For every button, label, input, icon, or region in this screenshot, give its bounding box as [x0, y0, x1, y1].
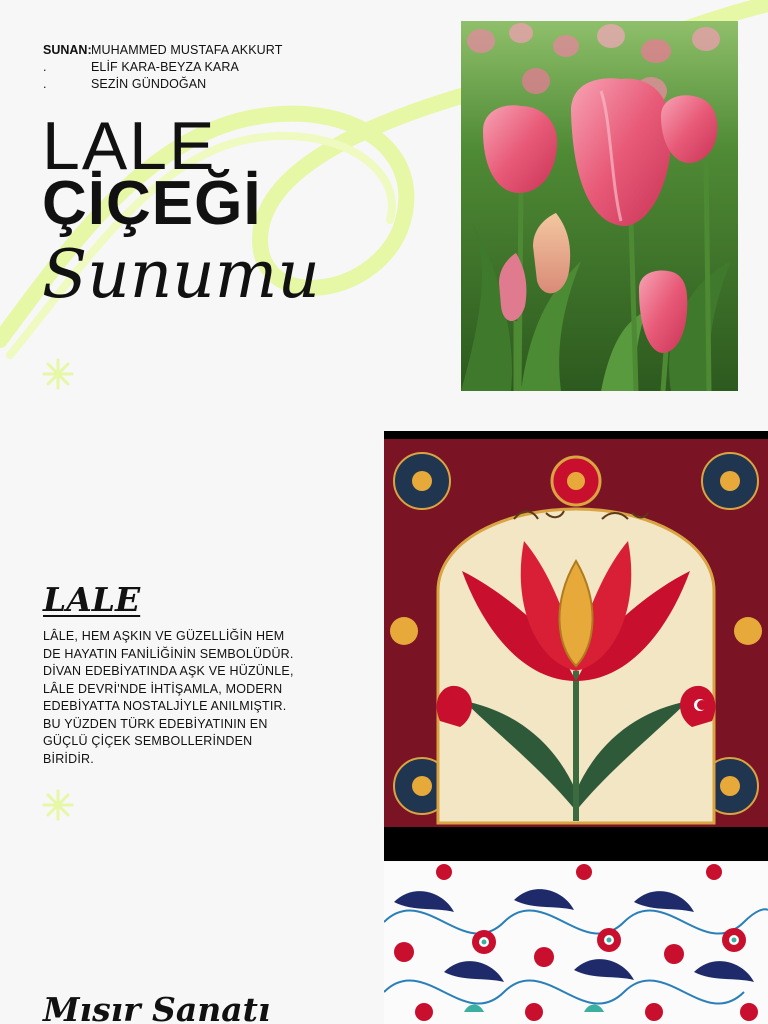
presenter-name: ELİF KARA-BEYZA KARA [91, 60, 239, 74]
tile-pattern-illustration [384, 862, 768, 1024]
iznik-tile-pattern [384, 862, 768, 1024]
title-line-1: LALE [42, 108, 217, 184]
tulip-field-photo [461, 21, 738, 391]
presenters-label: SUNAN: [43, 43, 92, 57]
presenters-block [43, 42, 282, 93]
section-heading: LALE [43, 580, 141, 619]
tulip-photo-illustration [461, 21, 738, 391]
ornamental-tulip-artwork [384, 431, 768, 861]
title-line-2: ÇİÇEĞİ [42, 169, 262, 238]
presenter-name: SEZİN GÜNDOĞAN [91, 77, 207, 91]
title-line-3: Sunumu [42, 236, 320, 313]
presenter-name: MUHAMMED MUSTAFA AKKURT [91, 43, 283, 57]
bullet-marker: . [43, 60, 47, 74]
bullet-marker: . [43, 77, 47, 91]
asterisk-icon [42, 789, 74, 821]
asterisk-icon [42, 358, 74, 390]
ottoman-tulip-illustration [384, 431, 768, 861]
bottom-section-heading: Mısır Sanatı [43, 990, 271, 1024]
section-body-text: LÂLE, HEM AŞKIN VE GÜZELLİĞİN HEM DE HAYATIN FANİLİĞİNİN SEMBOLÜDÜR. DİVAN EDEBİYATINDA AŞK VE HÜZÜNLE, LÂLE DEVRİ'NDE İHTİŞAMLA, MODERN EDEBİYATTA NOSTALJİYLE ANILMIŞTIR. BU YÜZDEN TÜRK EDEBİYATININ EN GÜÇLÜ ÇİÇEK SEMBOLLERİNDEN BİRİDİR. [43, 629, 294, 766]
